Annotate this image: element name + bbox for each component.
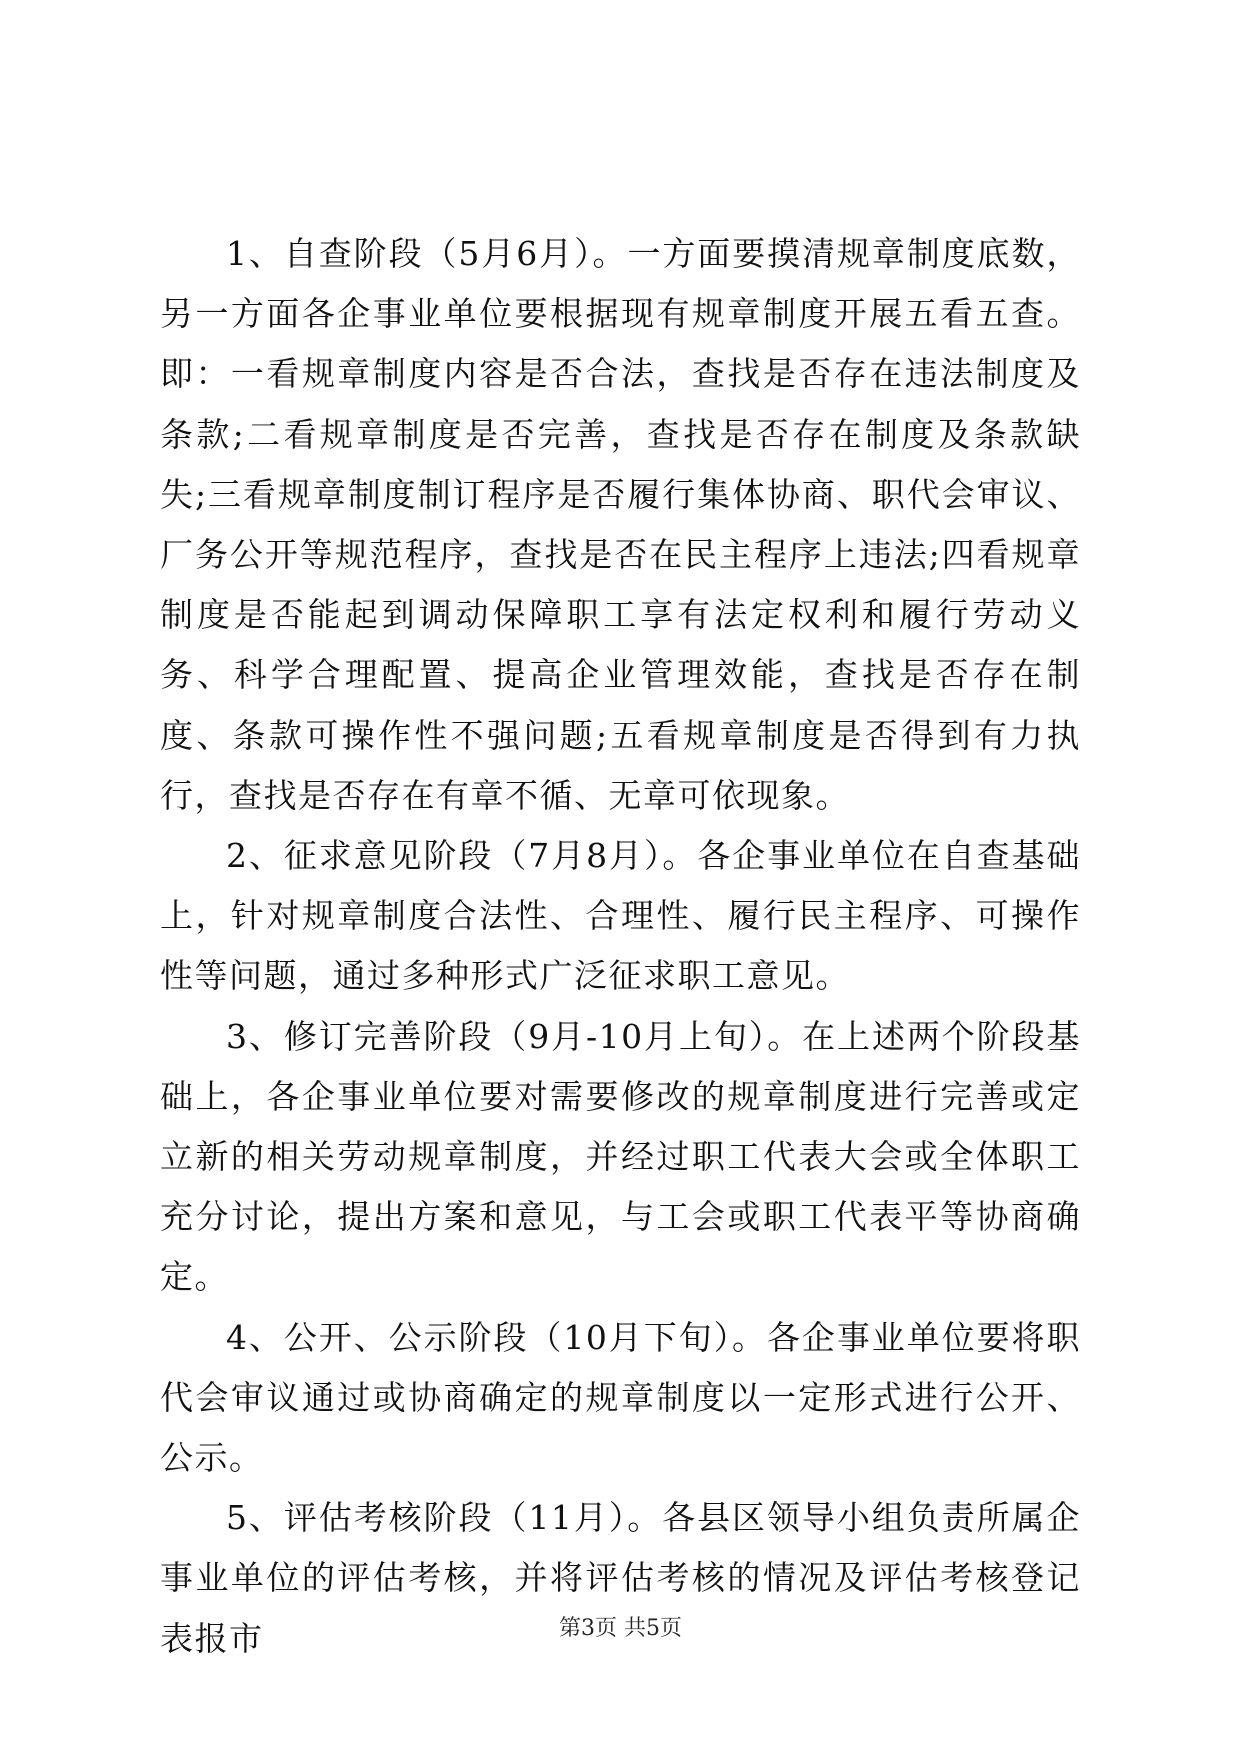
page-number-footer: 第3页 共5页: [559, 1616, 682, 1641]
paragraph-stage-4-publicize: 4、公开、公示阶段（10月下旬）。各企事业单位要将职代会审议通过或协商确定的规章制度以一定形式进行公开、公示。: [160, 1317, 1081, 1478]
document-body: [160, 224, 1081, 1669]
paragraph-stage-2-solicit-opinions: 2、征求意见阶段（7月8月）。各企事业单位在自查基础上，针对规章制度合法性、合理性、履行民主程序、可操作性等问题，通过多种形式广泛征求职工意见。: [160, 836, 1081, 996]
paragraph-stage-1-self-check: 1、自查阶段（5月6月）。一方面要摸清规章制度底数，另一方面各企事业单位要根据现有规章制度开展五看五查。即：一看规章制度内容是否合法，查找是否存在违法制度及条款;二看规章制度是否完善，查找是否存在制度及条款缺失;三看规章制度制订程序是否履行集体协商、职代会审议、厂务公开等规范程序，查找是否在民主程序上违法;四看规章制度是否能起到调动保障职工享有法定权利和履行劳动义务、科学合理配置、提高企业管理效能，查找是否存在制度、条款可操作性不强问题;五看规章制度是否得到有力执行，查找是否存在有章不循、无章可依现象。: [160, 234, 1081, 815]
paragraph-stage-5-assessment: 5、评估考核阶段（11月）。各县区领导小组负责所属企事业单位的评估考核，并将评估考核的情况及评估考核登记表报市: [160, 1498, 1081, 1658]
paragraph-stage-3-revise: 3、修订完善阶段（9月-10月上旬）。在上述两个阶段基础上，各企事业单位要对需要修改的规章制度进行完善或定立新的相关劳动规章制度，并经过职工代表大会或全体职工充分讨论，提出方案和意见，与工会或职工代表平等协商确定。: [160, 1016, 1081, 1297]
